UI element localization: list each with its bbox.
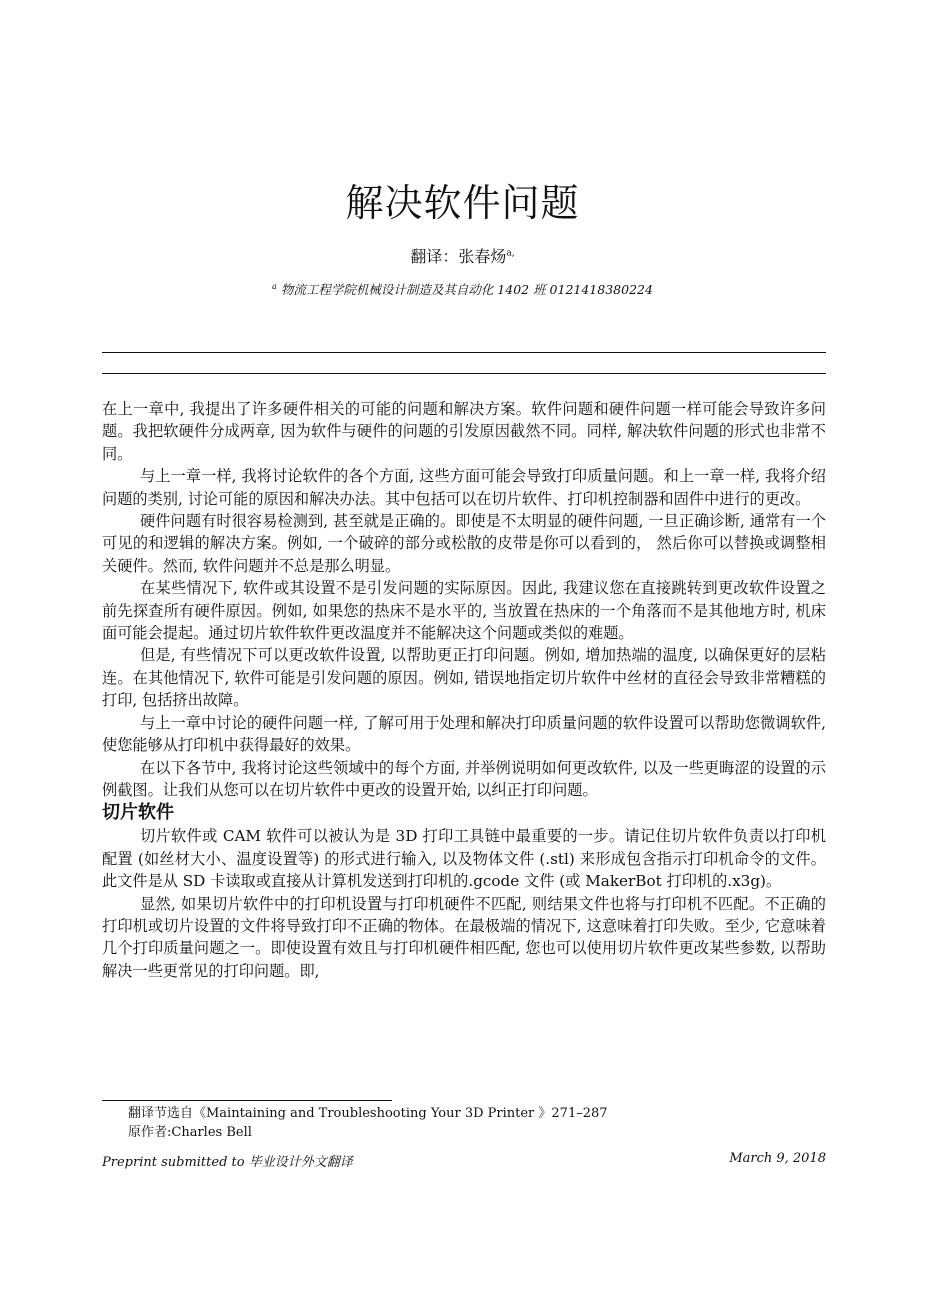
paragraph: 在以下各节中, 我将讨论这些领域中的每个方面, 并举例说明如何更改软件, 以及一些更晦涩的设置的示例截图。让我们从您可以在切片软件中更改的设置开始, 以纠正打印问题。 — [102, 758, 826, 799]
paragraph: 在某些情况下, 软件或其设置不是引发问题的实际原因。因此, 我建议您在直接跳转到更改软件设置之前先探查所有硬件原因。例如, 如果您的热床不是水平的, 当放置在热床的一个角落而不是其他地方时, 机床面可能会提起。通过切片软件软件更改温度并不能解决这个问题或类似的难题。 — [102, 579, 826, 643]
author-line — [0, 244, 925, 267]
paragraph: 在上一章中, 我提出了许多硬件相关的可能的问题和解决方案。软件问题和硬件问题一样可能会导致许多问题。我把软硬件分成两章, 因为软件与硬件的问题的引发原因截然不同。同样, 解决软件问题的形式也非常不同。 — [102, 400, 826, 463]
affiliation — [0, 280, 925, 298]
page-footer — [102, 1151, 826, 1170]
footnote-rule — [102, 1100, 392, 1101]
paragraph: 切片软件或 CAM 软件可以被认为是 3D 打印工具链中最重要的一步。请记住切片软件负责以打印机配置 (如丝材大小、温度设置等) 的形式进行输入, 以及物体文件 (.stl) 来形成包含指示打印机命令的文件。此文件是从 SD 卡读取或直接从计算机发送到打印机的.gcode 文件 (或 MakerBot 打印机的.x3g)。 — [102, 827, 826, 891]
footer-date: March 9, 2018 — [729, 1151, 826, 1166]
paragraph: 但是, 有些情况下可以更改软件设置, 以帮助更正打印问题。例如, 增加热端的温度, 以确保更好的层粘连。在其他情况下, 软件可能是引发问题的原因。例如, 错误地指定切片软件中丝材的直径会导致非常糟糕的打印, 包括挤出故障。 — [102, 646, 826, 710]
body-text — [102, 398, 826, 982]
author-name: 翻译：张春炀 — [410, 247, 507, 266]
affiliation-mark: a — [272, 281, 277, 291]
footnote-source: 翻译节选自《Maintaining and Troubleshooting Your 3D Printer 》271–287 — [128, 1106, 608, 1121]
author-affil-mark: a, — [506, 248, 515, 259]
footnote-author: 原作者:Charles Bell — [128, 1125, 252, 1140]
paper-title: 解决软件问题 — [345, 181, 580, 225]
paragraph: 与上一章一样, 我将讨论软件的各个方面, 这些方面可能会导致打印质量问题。和上一章一样, 我将介绍问题的类别, 讨论可能的原因和解决办法。其中包括可以在切片软件、打印机控制器和固件中进行的更改。 — [102, 467, 826, 508]
paragraph: 硬件问题有时很容易检测到, 甚至就是正确的。即使是不太明显的硬件问题, 一旦正确诊断, 通常有一个可见的和逻辑的解决方案。例如, 一个破碎的部分或松散的皮带是你可以看到的， 然后你可以替换或调整相关硬件。然而, 软件问题并不总是那么明显。 — [102, 512, 826, 575]
affiliation-text: 物流工程学院机械设计制造及其自动化 1402 班 0121418380224 — [280, 282, 653, 297]
section-heading: 切片软件 — [102, 802, 174, 824]
top-rule — [102, 352, 826, 353]
abstract-rule — [102, 373, 826, 374]
paragraph: 与上一章中讨论的硬件问题一样, 了解可用于处理和解决打印质量问题的软件设置可以帮助您微调软件, 使您能够从打印机中获得最好的效果。 — [102, 713, 826, 755]
paragraph: 显然, 如果切片软件中的打印机设置与打印机硬件不匹配, 则结果文件也将与打印机不匹配。不正确的打印机或切片设置的文件将导致打印不正确的物体。在最极端的情况下, 这意味着打印失败。至少, 它意味着几个打印质量问题之一。即使设置有效且与打印机硬件相匹配, 您也可以使用切片软件更改某些参数, 以帮助解决一些更常见的打印问题。即, — [102, 894, 826, 980]
footer-left: Preprint submitted to 毕业设计外文翻译 — [102, 1155, 353, 1170]
